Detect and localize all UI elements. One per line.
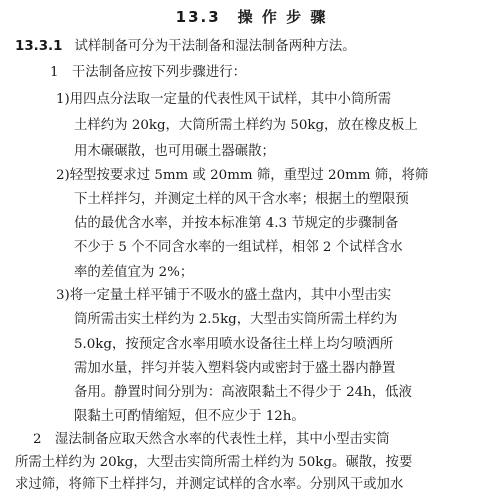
step2-line-3: 估的最优含水率，并按本标准第 4.3 节规定的步骤制备 (74, 216, 399, 231)
step1-line-2: 土样约为 20kg，大筒所需土样约为 50kg，放在橡皮板上 (74, 118, 418, 133)
item2-line-3: 求过筛，将筛下土样拌匀，并测定试样的含水率。分别风干或加水 (15, 477, 404, 492)
step3-line-2: 筒所需击实土样约为 2.5kg，大型击实筒所需土样约为 (74, 312, 398, 327)
step2-line-2: 下土样拌匀，并测定土样的风干含水率；根据土的塑限预 (74, 192, 409, 207)
section-title: 13.3 操 作 步 骤 (175, 8, 328, 26)
step2-line-1: 2)轻型按要求过 5mm 或 20mm 筛，重型过 20mm 筛，将筛 (56, 168, 429, 183)
step3-line-6: 限黏土可酌情缩短，但不应少于 12h。 (74, 409, 305, 424)
item2-line-2: 所需土样约为 20kg，大型击实筒所需土样约为 50kg。碾散，按要 (15, 455, 413, 470)
step3-line-3: 5.0kg，按预定含水率用喷水设备往土样上均匀喷洒所 (74, 337, 394, 352)
step2-line-4: 不少于 5 个不同含水率的一组试样，相邻 2 个试样含水 (74, 240, 403, 255)
step1-line-1: 1)用四点分法取一定量的代表性风干试样，其中小筒所需 (56, 92, 392, 107)
step3-line-4: 需加水量，拌匀并装入塑料袋内或密封于盛土器内静置 (74, 361, 396, 376)
item1-heading: 1 干法制备应按下列步骤进行： (50, 65, 246, 80)
step1-line-3: 用木碾碾散，也可用碾土器碾散； (74, 144, 275, 159)
step3-line-5: 备用。静置时间分别为：高液限黏土不得少于 24h，低液 (74, 385, 412, 400)
step3-line-1: 3)将一定量土样平铺于不吸水的盛土盘内，其中小型击实 (56, 288, 392, 303)
step2-line-5: 率的差值宜为 2%； (74, 265, 194, 280)
clause-line (15, 38, 356, 56)
item2-line-1: 2 湿法制备应取天然含水率的代表性土样，其中小型击实筒 (33, 432, 390, 447)
clause-text: 试样制备可分为干法制备和湿法制备两种方法。 (74, 39, 356, 54)
clause-number: 13.3.1 (15, 39, 63, 54)
